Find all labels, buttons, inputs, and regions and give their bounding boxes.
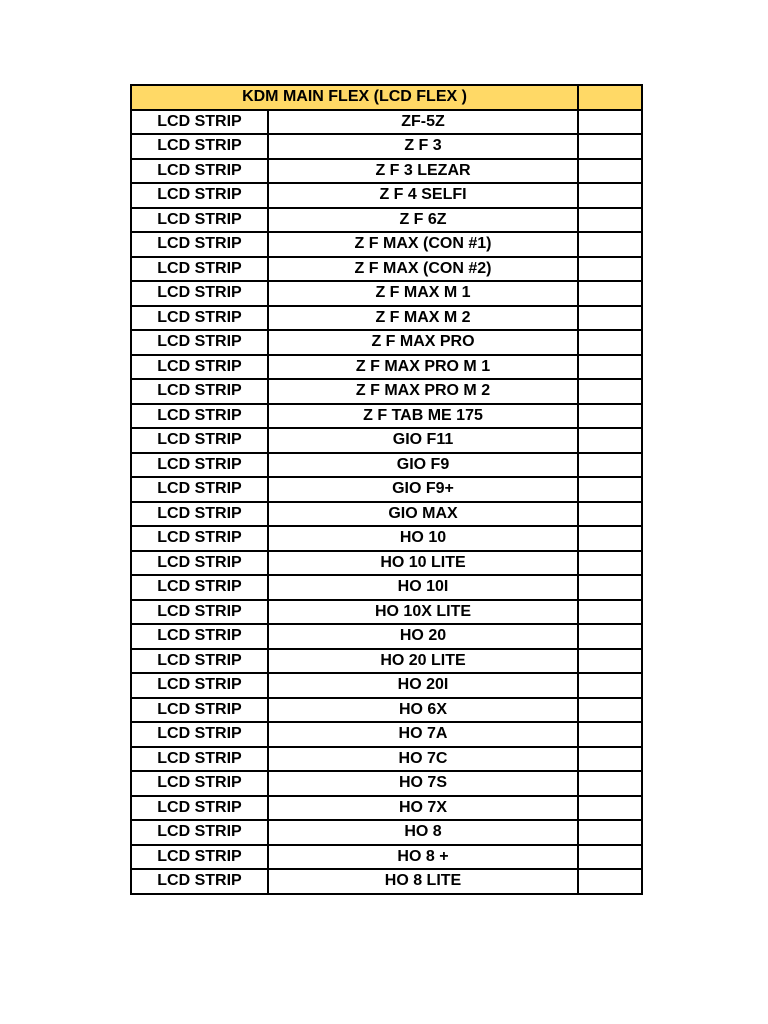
type-cell[interactable]: LCD STRIP [131, 281, 268, 306]
type-cell[interactable]: LCD STRIP [131, 600, 268, 625]
model-cell[interactable]: HO 10X LITE [268, 600, 578, 625]
extra-cell[interactable] [578, 526, 642, 551]
extra-cell[interactable] [578, 502, 642, 527]
type-cell[interactable]: LCD STRIP [131, 404, 268, 429]
model-cell[interactable]: HO 7C [268, 747, 578, 772]
extra-cell[interactable] [578, 673, 642, 698]
table-row [131, 257, 642, 282]
model-cell[interactable]: HO 7X [268, 796, 578, 821]
extra-cell[interactable] [578, 257, 642, 282]
model-cell[interactable]: Z F MAX PRO M 2 [268, 379, 578, 404]
table-row [131, 600, 642, 625]
table-row [131, 575, 642, 600]
model-cell[interactable]: Z F MAX (CON #2) [268, 257, 578, 282]
type-cell[interactable]: LCD STRIP [131, 869, 268, 894]
model-cell[interactable]: Z F MAX PRO M 1 [268, 355, 578, 380]
type-cell[interactable]: LCD STRIP [131, 722, 268, 747]
type-cell[interactable]: LCD STRIP [131, 649, 268, 674]
table-row [131, 355, 642, 380]
type-cell[interactable]: LCD STRIP [131, 208, 268, 233]
type-cell[interactable]: LCD STRIP [131, 379, 268, 404]
model-cell[interactable]: GIO F9 [268, 453, 578, 478]
header-row [131, 85, 642, 110]
table-row [131, 159, 642, 184]
extra-cell[interactable] [578, 575, 642, 600]
table-row [131, 747, 642, 772]
extra-cell[interactable] [578, 551, 642, 576]
type-cell[interactable]: LCD STRIP [131, 526, 268, 551]
model-cell[interactable]: HO 6X [268, 698, 578, 723]
type-cell[interactable]: LCD STRIP [131, 796, 268, 821]
parts-table-body [131, 85, 642, 894]
model-cell[interactable]: HO 20 LITE [268, 649, 578, 674]
type-cell[interactable]: LCD STRIP [131, 624, 268, 649]
extra-cell[interactable] [578, 281, 642, 306]
type-cell[interactable]: LCD STRIP [131, 159, 268, 184]
model-cell[interactable]: HO 8 + [268, 845, 578, 870]
extra-cell[interactable] [578, 159, 642, 184]
table-row [131, 134, 642, 159]
type-cell[interactable]: LCD STRIP [131, 453, 268, 478]
table-row [131, 404, 642, 429]
type-cell[interactable]: LCD STRIP [131, 771, 268, 796]
model-cell[interactable]: Z F 4 SELFI [268, 183, 578, 208]
model-cell[interactable]: HO 20I [268, 673, 578, 698]
extra-cell[interactable] [578, 379, 642, 404]
table-row [131, 110, 642, 135]
table-row [131, 453, 642, 478]
extra-cell[interactable] [578, 404, 642, 429]
table-row [131, 379, 642, 404]
table-row [131, 306, 642, 331]
model-cell[interactable]: ZF-5Z [268, 110, 578, 135]
table-row [131, 208, 642, 233]
model-cell[interactable]: HO 7S [268, 771, 578, 796]
model-cell[interactable]: HO 7A [268, 722, 578, 747]
model-cell[interactable]: HO 8 [268, 820, 578, 845]
model-cell[interactable]: Z F 3 [268, 134, 578, 159]
model-cell[interactable]: HO 10I [268, 575, 578, 600]
type-cell[interactable]: LCD STRIP [131, 257, 268, 282]
extra-cell[interactable] [578, 747, 642, 772]
header-title[interactable]: KDM MAIN FLEX (LCD FLEX ) [131, 85, 578, 110]
header-extra-cell[interactable] [578, 85, 642, 110]
model-cell[interactable]: HO 8 LITE [268, 869, 578, 894]
type-cell[interactable]: LCD STRIP [131, 477, 268, 502]
type-cell[interactable]: LCD STRIP [131, 330, 268, 355]
model-cell[interactable]: HO 10 LITE [268, 551, 578, 576]
type-cell[interactable]: LCD STRIP [131, 575, 268, 600]
extra-cell[interactable] [578, 771, 642, 796]
model-cell[interactable]: Z F 6Z [268, 208, 578, 233]
type-cell[interactable]: LCD STRIP [131, 747, 268, 772]
model-cell[interactable]: Z F MAX (CON #1) [268, 232, 578, 257]
table-row [131, 649, 642, 674]
table-row [131, 502, 642, 527]
type-cell[interactable]: LCD STRIP [131, 232, 268, 257]
table-row [131, 428, 642, 453]
type-cell[interactable]: LCD STRIP [131, 820, 268, 845]
extra-cell[interactable] [578, 110, 642, 135]
type-cell[interactable]: LCD STRIP [131, 698, 268, 723]
extra-cell[interactable] [578, 722, 642, 747]
table-row [131, 232, 642, 257]
table-row [131, 869, 642, 894]
extra-cell[interactable] [578, 796, 642, 821]
parts-table [130, 84, 643, 895]
type-cell[interactable]: LCD STRIP [131, 306, 268, 331]
extra-cell[interactable] [578, 477, 642, 502]
type-cell[interactable]: LCD STRIP [131, 502, 268, 527]
extra-cell[interactable] [578, 845, 642, 870]
extra-cell[interactable] [578, 208, 642, 233]
model-cell[interactable]: GIO F9+ [268, 477, 578, 502]
table-row [131, 820, 642, 845]
model-cell[interactable]: Z F 3 LEZAR [268, 159, 578, 184]
type-cell[interactable]: LCD STRIP [131, 673, 268, 698]
model-cell[interactable]: Z F TAB ME 175 [268, 404, 578, 429]
table-row [131, 698, 642, 723]
table-row [131, 722, 642, 747]
extra-cell[interactable] [578, 600, 642, 625]
extra-cell[interactable] [578, 698, 642, 723]
type-cell[interactable]: LCD STRIP [131, 355, 268, 380]
extra-cell[interactable] [578, 183, 642, 208]
type-cell[interactable]: LCD STRIP [131, 551, 268, 576]
extra-cell[interactable] [578, 232, 642, 257]
table-row [131, 673, 642, 698]
extra-cell[interactable] [578, 355, 642, 380]
table-row [131, 330, 642, 355]
extra-cell[interactable] [578, 428, 642, 453]
type-cell[interactable]: LCD STRIP [131, 110, 268, 135]
table-row [131, 281, 642, 306]
extra-cell[interactable] [578, 869, 642, 894]
table-row [131, 551, 642, 576]
extra-cell[interactable] [578, 624, 642, 649]
extra-cell[interactable] [578, 649, 642, 674]
model-cell[interactable]: HO 10 [268, 526, 578, 551]
model-cell[interactable]: Z F MAX PRO [268, 330, 578, 355]
table-row [131, 771, 642, 796]
table-row [131, 183, 642, 208]
model-cell[interactable]: GIO F11 [268, 428, 578, 453]
type-cell[interactable]: LCD STRIP [131, 845, 268, 870]
table-row [131, 845, 642, 870]
model-cell[interactable]: Z F MAX M 2 [268, 306, 578, 331]
type-cell[interactable]: LCD STRIP [131, 183, 268, 208]
extra-cell[interactable] [578, 820, 642, 845]
type-cell[interactable]: LCD STRIP [131, 134, 268, 159]
extra-cell[interactable] [578, 453, 642, 478]
model-cell[interactable]: Z F MAX M 1 [268, 281, 578, 306]
model-cell[interactable]: GIO MAX [268, 502, 578, 527]
extra-cell[interactable] [578, 306, 642, 331]
table-row [131, 477, 642, 502]
table-row [131, 624, 642, 649]
extra-cell[interactable] [578, 330, 642, 355]
table-row [131, 796, 642, 821]
model-cell[interactable]: HO 20 [268, 624, 578, 649]
type-cell[interactable]: LCD STRIP [131, 428, 268, 453]
table-row [131, 526, 642, 551]
extra-cell[interactable] [578, 134, 642, 159]
